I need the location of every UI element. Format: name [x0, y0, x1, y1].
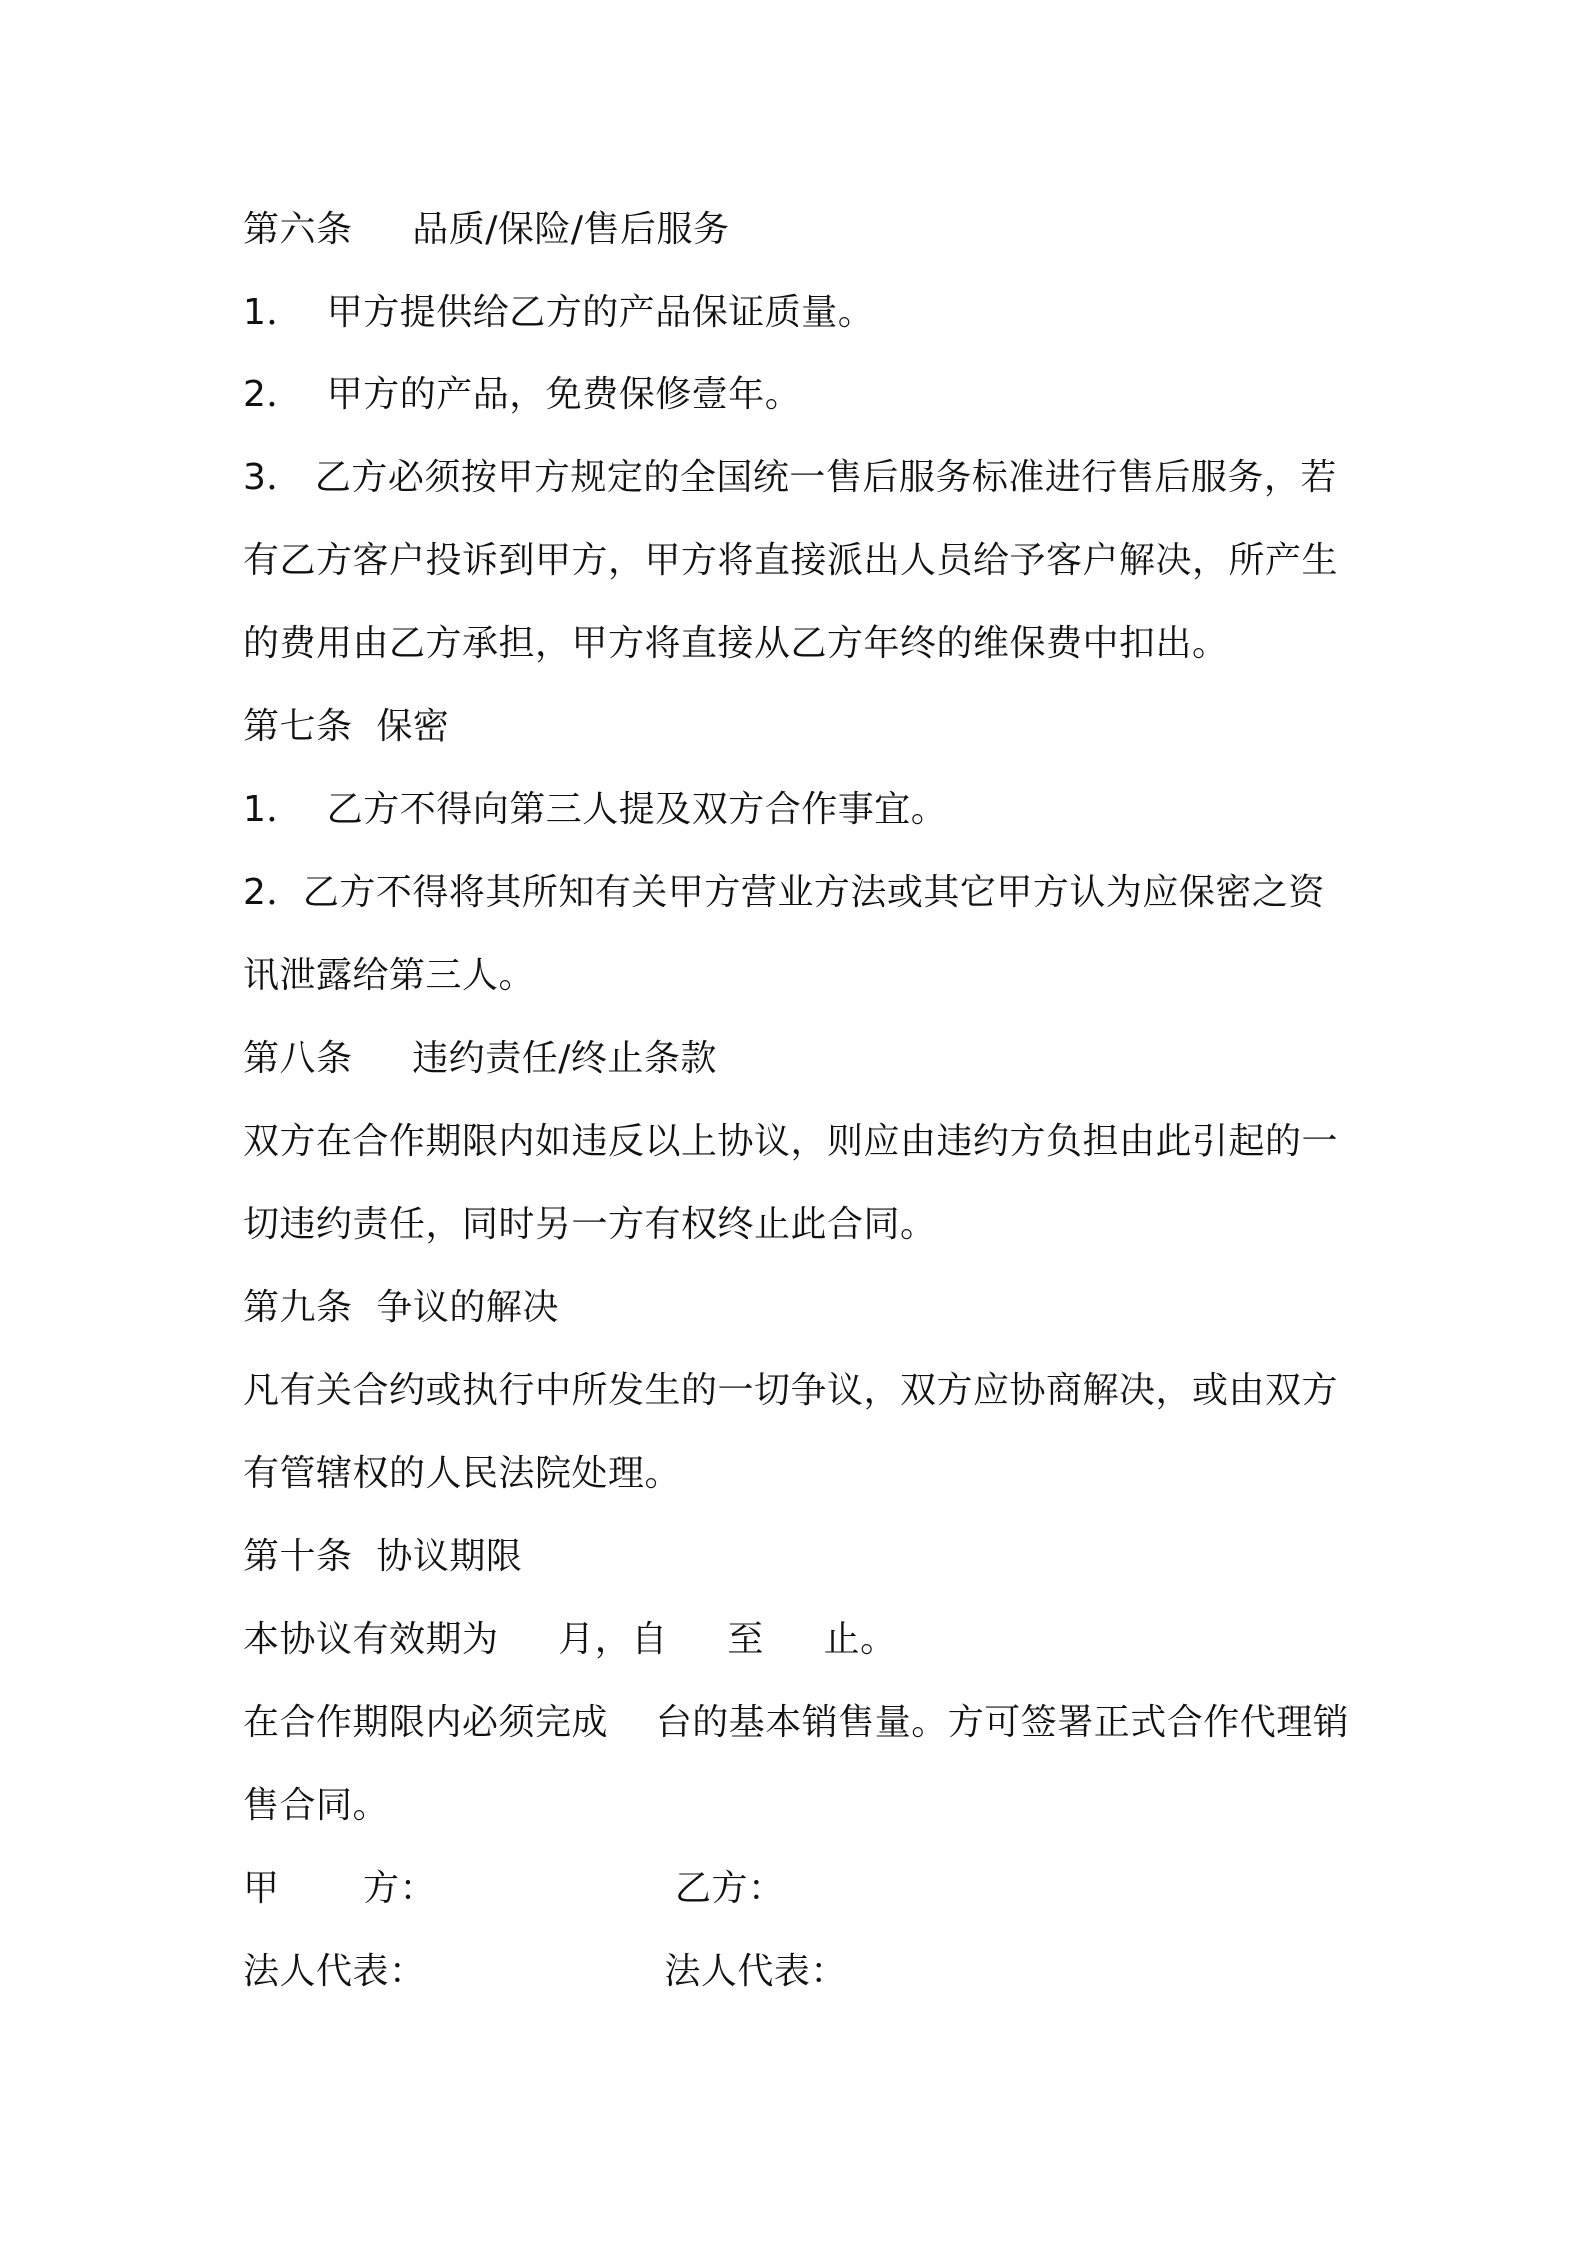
article-6-item-3-line-1: 3． 乙方必须按甲方规定的全国统一售后服务标准进行售后服务，若: [243, 457, 1337, 498]
article-8-heading: 第八条 违约责任/终止条款: [243, 1038, 717, 1079]
article-6-item-2: 2． 甲方的产品，免费保修壹年。: [243, 374, 802, 415]
article-6-item-3-line-2: 有乙方客户投诉到甲方，甲方将直接派出人员给予客户解决，所产生: [243, 540, 1339, 581]
article-6-item-1: 1． 甲方提供给乙方的产品保证质量。: [243, 292, 875, 333]
legal-representative-line: 法人代表： 法人代表：: [243, 1951, 847, 1992]
article-10-heading: 第十条 协议期限: [243, 1536, 523, 1577]
article-8-body-line-2: 切违约责任，同时另一方有权终止此合同。: [243, 1204, 937, 1245]
basic-sales-volume-line-1: 在合作期限内必须完成 台的基本销售量。方可签署正式合作代理销: [243, 1702, 1350, 1743]
article-7-item-1: 1． 乙方不得向第三人提及双方合作事宜。: [243, 789, 948, 830]
party-signature-line: 甲 方： 乙方：: [243, 1868, 785, 1909]
article-9-body-line-1: 凡有关合约或执行中所发生的一切争议，双方应协商解决，或由双方: [243, 1370, 1339, 1411]
agreement-validity-period: 本协议有效期为 月，自 至 止。: [243, 1619, 897, 1660]
article-6-item-3-line-3: 的费用由乙方承担，甲方将直接从乙方年终的维保费中扣出。: [243, 623, 1229, 664]
article-9-heading: 第九条 争议的解决: [243, 1287, 559, 1328]
article-7-item-2-line-1: 2．乙方不得将其所知有关甲方营业方法或其它甲方认为应保密之资: [243, 872, 1325, 913]
article-6-heading: 第六条 品质/保险/售后服务: [243, 209, 730, 250]
article-7-item-2-line-2: 讯泄露给第三人。: [243, 955, 536, 996]
article-9-body-line-2: 有管辖权的人民法院处理。: [243, 1453, 682, 1494]
article-7-heading: 第七条 保密: [243, 706, 450, 747]
basic-sales-volume-line-2: 售合同。: [243, 1785, 390, 1826]
article-8-body-line-1: 双方在合作期限内如违反以上协议，则应由违约方负担由此引起的一: [243, 1121, 1339, 1162]
